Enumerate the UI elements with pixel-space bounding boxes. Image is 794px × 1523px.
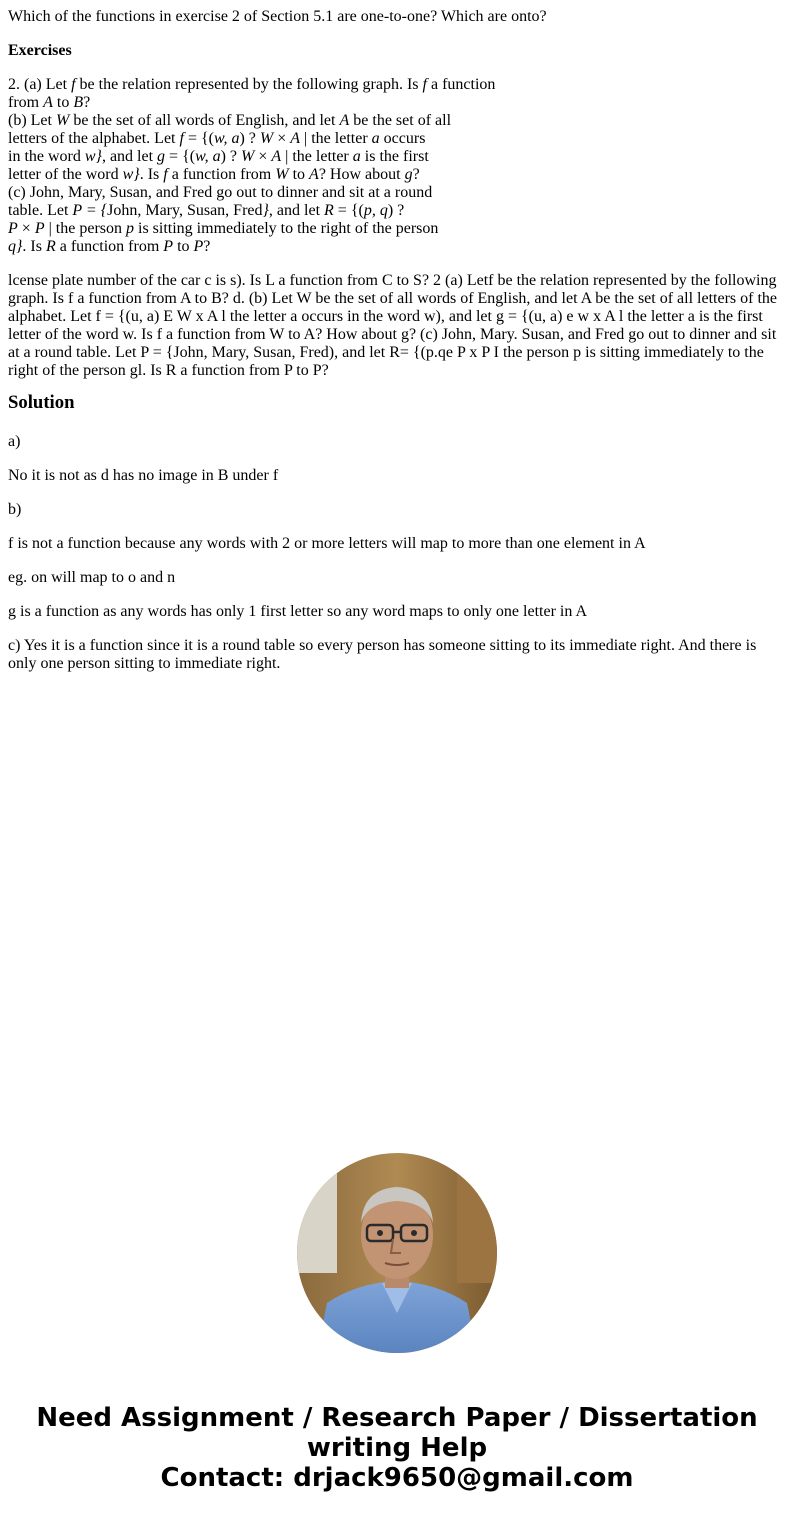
exercise-line-9: P × P | the person p is sitting immediately to the right of the person (8, 220, 439, 237)
page-content (8, 8, 786, 689)
exercise-line-2: from A to B? (8, 94, 91, 111)
answer-b-text-f: f is not a function because any words with 2 or more letters will map to more than one element in A (8, 535, 646, 552)
exercise-line-10: q}. Is R a function from P to P? (8, 238, 211, 255)
banner-line-2: writing Help (306, 1433, 488, 1463)
solution-heading: Solution (8, 392, 75, 413)
exercise-line-1: 2. (a) Let f be the relation represented by the following graph. Is f a function (8, 76, 496, 93)
answer-b-example: eg. on will map to o and n (8, 569, 176, 586)
contact-banner (0, 1403, 794, 1493)
exercise-body (8, 76, 786, 256)
exercises-heading: Exercises (8, 42, 72, 59)
author-portrait-image (297, 1153, 497, 1353)
banner-line-1: Need Assignment / Research Paper / Dissertation (36, 1403, 758, 1433)
exercise-line-4: letters of the alphabet. Let f = {(w, a) ? W × A | the letter a occurs (8, 130, 426, 147)
exercise-line-6: letter of the word w}. Is f a function from W to A? How about g? (8, 166, 420, 183)
answer-b-label: b) (8, 501, 22, 518)
banner-contact-email[interactable]: Contact: drjack9650@gmail.com (160, 1463, 634, 1493)
answer-a-text: No it is not as d has no image in B under f (8, 467, 279, 484)
author-photo (297, 1153, 497, 1353)
question-text: Which of the functions in exercise 2 of Section 5.1 are one-to-one? Which are onto? (8, 8, 547, 25)
exercise-line-3: (b) Let W be the set of all words of English, and let A be the set of all (8, 112, 452, 129)
answer-a-label: a) (8, 433, 21, 450)
answer-b-text-g: g is a function as any words has only 1 first letter so any word maps to only one letter in A (8, 603, 588, 620)
ocr-paragraph: lcense plate number of the car c is s). Is L a function from C to S? 2 (a) Letf be the relation represented by the following graph. Is f a function from A to B? d. (b) Let W be the set of all words of English, and let A be the set of all letters of the alphabet. Let f = {(u, a) E W x A l the letter a occurs in the word w), and let g = {(u, a) e w x A l the letter a is the first letter of the word w. Is f a function from W to A? How about g? (c) John, Mary. Susan, and Fred go out to dinner and sit at a round table. Let P = {John, Mary, Susan, Fred), and let R= {(p.qe P x P I the person p is sitting immediately to the right of the person gl. Is R a function from P to P? (8, 272, 778, 379)
exercise-line-7: (c) John, Mary, Susan, and Fred go out to dinner and sit at a round (8, 184, 433, 201)
exercise-line-5: in the word w}, and let g = {(w, a) ? W × A | the letter a is the first (8, 148, 429, 165)
answer-c-text: c) Yes it is a function since it is a round table so every person has someone sitting to its immediate right. And there is only one person sitting to immediate right. (8, 637, 757, 672)
exercise-line-8: table. Let P = {John, Mary, Susan, Fred}, and let R = {(p, q) ? (8, 202, 405, 219)
